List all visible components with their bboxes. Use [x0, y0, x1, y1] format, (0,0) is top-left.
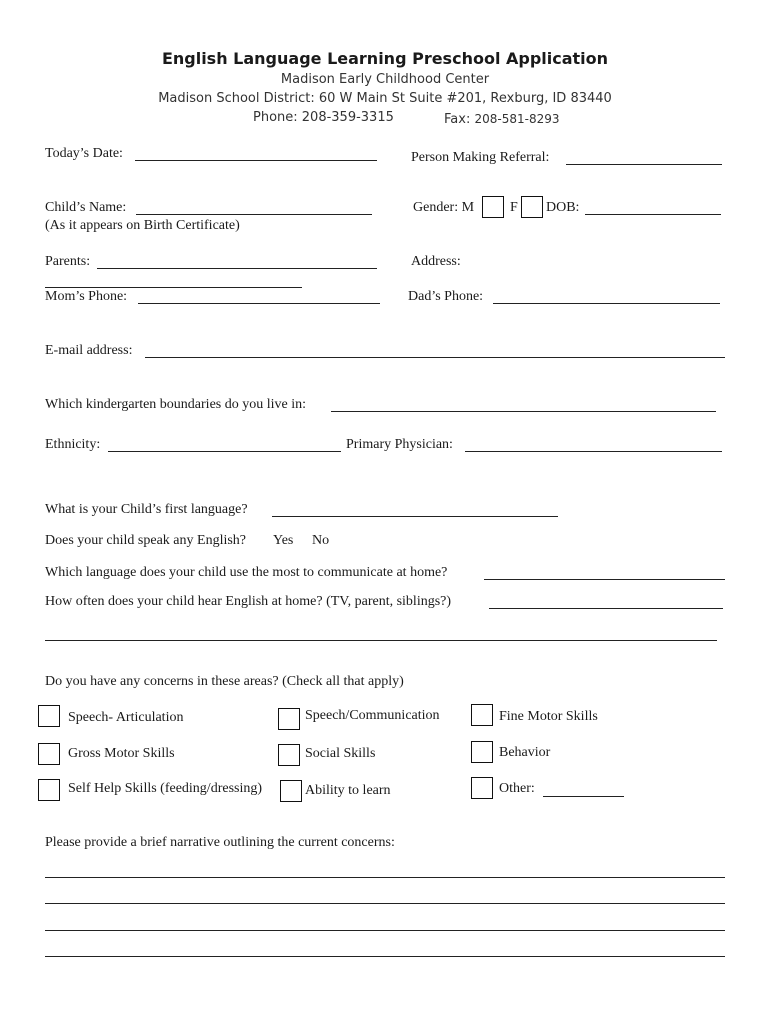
dads-phone-label: Dad’s Phone:: [408, 289, 484, 304]
physician-label: Primary Physician:: [346, 437, 453, 452]
communicate-field[interactable]: [484, 579, 725, 580]
parents-label: Parents:: [45, 254, 91, 269]
parents-field[interactable]: [97, 268, 377, 269]
district-address: Madison School District: 60 W Main St Suite #201, Rexburg, ID 83440: [158, 91, 612, 106]
person-referral-label: Person Making Referral:: [411, 150, 550, 165]
ethnicity-label: Ethnicity:: [45, 437, 101, 452]
communicate-label: Which language does your child use the most to communicate at home?: [45, 565, 448, 580]
hear-english-field-line-2[interactable]: [45, 640, 717, 641]
narrative-line-2[interactable]: [45, 903, 725, 904]
narrative-line-4[interactable]: [45, 956, 725, 957]
concern-label-self-help: Self Help Skills (feeding/dressing): [68, 781, 263, 796]
concern-checkbox-speech-articulation[interactable]: [38, 705, 60, 727]
gender-m-checkbox[interactable]: [482, 196, 504, 218]
form-title: English Language Learning Preschool Application: [161, 49, 609, 68]
concern-label-other: Other:: [499, 781, 535, 796]
concern-label-speech-articulation: Speech- Articulation: [68, 710, 184, 725]
gender-f-label: F: [510, 200, 518, 215]
concern-checkbox-other[interactable]: [471, 777, 493, 799]
parents-field-line-2[interactable]: [45, 287, 302, 288]
first-language-field[interactable]: [272, 516, 558, 517]
center-name: Madison Early Childhood Center: [280, 72, 490, 87]
narrative-label: Please provide a brief narrative outlining the current concerns:: [45, 835, 395, 850]
address-label: Address:: [411, 254, 461, 269]
narrative-line-3[interactable]: [45, 930, 725, 931]
concern-checkbox-gross-motor[interactable]: [38, 743, 60, 765]
dob-label: DOB:: [546, 200, 580, 215]
concerns-question: Do you have any concerns in these areas? (Check all that apply): [45, 674, 404, 689]
todays-date-field[interactable]: [135, 160, 377, 161]
concern-label-behavior: Behavior: [499, 745, 551, 760]
kindergarten-label: Which kindergarten boundaries do you live in:: [45, 397, 307, 412]
todays-date-label: Today’s Date:: [45, 146, 123, 161]
physician-field[interactable]: [465, 451, 722, 452]
gender-label: Gender: M: [413, 200, 475, 215]
narrative-line-1[interactable]: [45, 877, 725, 878]
speak-english-no[interactable]: No: [312, 533, 330, 548]
email-label: E-mail address:: [45, 343, 133, 358]
dob-field[interactable]: [585, 214, 721, 215]
kindergarten-field[interactable]: [331, 411, 716, 412]
concern-label-ability-to-learn: Ability to learn: [305, 783, 391, 798]
dads-phone-field[interactable]: [493, 303, 720, 304]
fax-number: 208-581-8293: [474, 112, 560, 126]
concern-label-speech-communication: Speech/Communication: [305, 708, 440, 723]
person-referral-field[interactable]: [566, 164, 722, 165]
concern-checkbox-social-skills[interactable]: [278, 744, 300, 766]
birth-cert-note: (As it appears on Birth Certificate): [45, 218, 240, 233]
concern-label-fine-motor: Fine Motor Skills: [499, 709, 598, 724]
fax-info: [444, 112, 559, 127]
speak-english-label: Does your child speak any English?: [45, 533, 247, 548]
concern-checkbox-fine-motor[interactable]: [471, 704, 493, 726]
first-language-label: What is your Child’s first language?: [45, 502, 248, 517]
fax-label: Fax:: [444, 112, 471, 127]
moms-phone-field[interactable]: [138, 303, 380, 304]
hear-english-label: How often does your child hear English at home? (TV, parent, siblings?): [45, 594, 452, 609]
concern-label-social-skills: Social Skills: [305, 746, 376, 761]
concern-label-gross-motor: Gross Motor Skills: [68, 746, 175, 761]
childs-name-label: Child’s Name:: [45, 200, 127, 215]
phone-number: Phone: 208-359-3315: [253, 110, 394, 125]
ethnicity-field[interactable]: [108, 451, 341, 452]
concern-checkbox-speech-communication[interactable]: [278, 708, 300, 730]
speak-english-yes[interactable]: Yes: [273, 533, 294, 548]
childs-name-field[interactable]: [136, 214, 372, 215]
concern-checkbox-self-help[interactable]: [38, 779, 60, 801]
gender-f-checkbox[interactable]: [521, 196, 543, 218]
email-field[interactable]: [145, 357, 725, 358]
concern-checkbox-behavior[interactable]: [471, 741, 493, 763]
moms-phone-label: Mom’s Phone:: [45, 289, 128, 304]
hear-english-field[interactable]: [489, 608, 723, 609]
concern-other-field[interactable]: [543, 796, 624, 797]
concern-checkbox-ability-to-learn[interactable]: [280, 780, 302, 802]
